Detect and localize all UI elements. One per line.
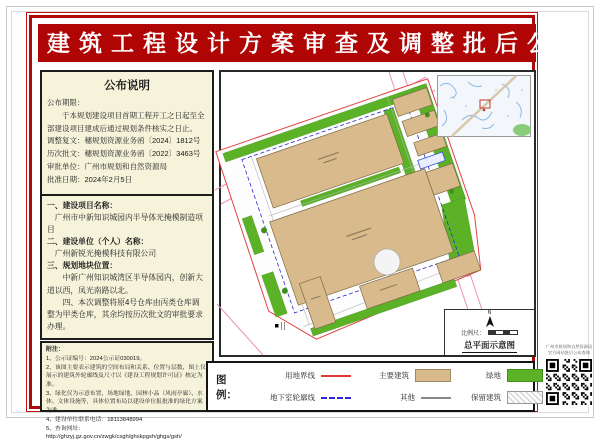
inset-map-drawing bbox=[438, 76, 530, 136]
site-plan-panel bbox=[219, 70, 536, 357]
notice-reply-doc: 调整复文：穗规划资源业务函〔2024〕1812号 bbox=[47, 136, 201, 146]
other-symbol bbox=[421, 397, 451, 399]
scale-bar bbox=[488, 330, 518, 335]
legend-item-basement-outline: 地下室轮廓线 bbox=[247, 392, 351, 403]
legend-item-greenery: 绿地 bbox=[451, 369, 543, 382]
legend-label: 图例： bbox=[216, 373, 237, 401]
scale-label: 比例尺： bbox=[460, 331, 485, 337]
notice-approve-date: 批准日期：2024年2月5日 bbox=[47, 174, 133, 184]
basement-outline-symbol bbox=[321, 397, 351, 399]
qr-code bbox=[546, 359, 592, 405]
retained-building-symbol bbox=[507, 391, 543, 404]
qr-caption-line1: 广州市规划和自然资源局 bbox=[545, 344, 593, 349]
legend-panel bbox=[206, 361, 535, 412]
legend-item-land-boundary: 用地界线 bbox=[247, 370, 351, 381]
notice-period-label: 公布期限： bbox=[47, 98, 85, 107]
project-item: 一、建设项目名称： bbox=[47, 201, 118, 210]
project-item: 三、规划地块位置： bbox=[47, 261, 118, 271]
legend-item-retained-building: 保留建筑 bbox=[451, 391, 543, 404]
qr-caption-line2: 官方网站批后公布查询 bbox=[547, 350, 591, 356]
footnotes-box bbox=[40, 341, 214, 441]
land-boundary-symbol bbox=[321, 375, 351, 377]
qr-block bbox=[543, 344, 595, 410]
footnote-item: 4、建设单位联系电话：18113848994 bbox=[46, 416, 143, 423]
greenery-symbol bbox=[507, 369, 543, 382]
location-inset-map bbox=[437, 75, 531, 137]
footnote-item: 1、公示证编号：2024公示证030019。 bbox=[46, 356, 146, 362]
notice-title: 公布说明 bbox=[104, 80, 150, 92]
legend-item-main-building: 主要建筑 bbox=[351, 369, 451, 382]
project-item: 四、本次调整将原4号仓库由丙类仓库调整为甲类仓库，其余均按历次批文的审批要求办理。 bbox=[47, 297, 203, 331]
legend-item-other: 其他 bbox=[351, 392, 451, 403]
notice-authority: 审批单位：广州市规划和自然资源局 bbox=[47, 161, 167, 171]
project-item: 二、建设单位（个人）名称： bbox=[47, 237, 149, 247]
footnote-item: 2、该图主要表示建筑的空间布局和关系、位置与层数，图上仅展示的建筑外轮廓线及尺寸以《建设工程规划许可证》核定为准。 bbox=[46, 364, 206, 389]
north-arrow-icon bbox=[484, 311, 496, 327]
main-building-symbol bbox=[415, 369, 451, 382]
notice-prev-doc: 历次批文：穗规划资源业务函〔2022〕3463号 bbox=[47, 149, 201, 158]
plan-title-block bbox=[444, 309, 534, 355]
project-item: 中新广州知识城湾区半导体园内，创新大道以西，凤光南路以北。 bbox=[47, 273, 203, 295]
project-info-box bbox=[40, 194, 214, 340]
footnote-item: 5、查询网址：http://ghzyj.gz.gov.cn/zwgk/csgh/ghskpgsh/ghgs/gsh/ bbox=[46, 425, 182, 441]
project-item: 广州新锐光掩模科技有限公司 bbox=[54, 249, 157, 259]
north-label: N bbox=[487, 310, 492, 316]
notice-period-text: 于本规划建设项目首期工程开工之日起至全部建设项目建成后通过规划条件核实之日止。 bbox=[47, 110, 205, 133]
footnotes-heading: 附注： bbox=[46, 347, 65, 353]
notice-box bbox=[40, 70, 214, 196]
project-item: 广州市中新知识城园内半导体光掩模制造项目 bbox=[47, 213, 203, 235]
page-title: 建筑工程设计方案审查及调整批后公布 bbox=[38, 24, 536, 62]
plan-title: 总平面示意图 bbox=[462, 339, 517, 353]
footnote-item: 3、绿化仅为示意布置，场地绿地、园林小品（风雨亭廊）、水体、文体设施等，具体位置布局以建设单位报批准的绿化方案为准。 bbox=[46, 390, 203, 415]
